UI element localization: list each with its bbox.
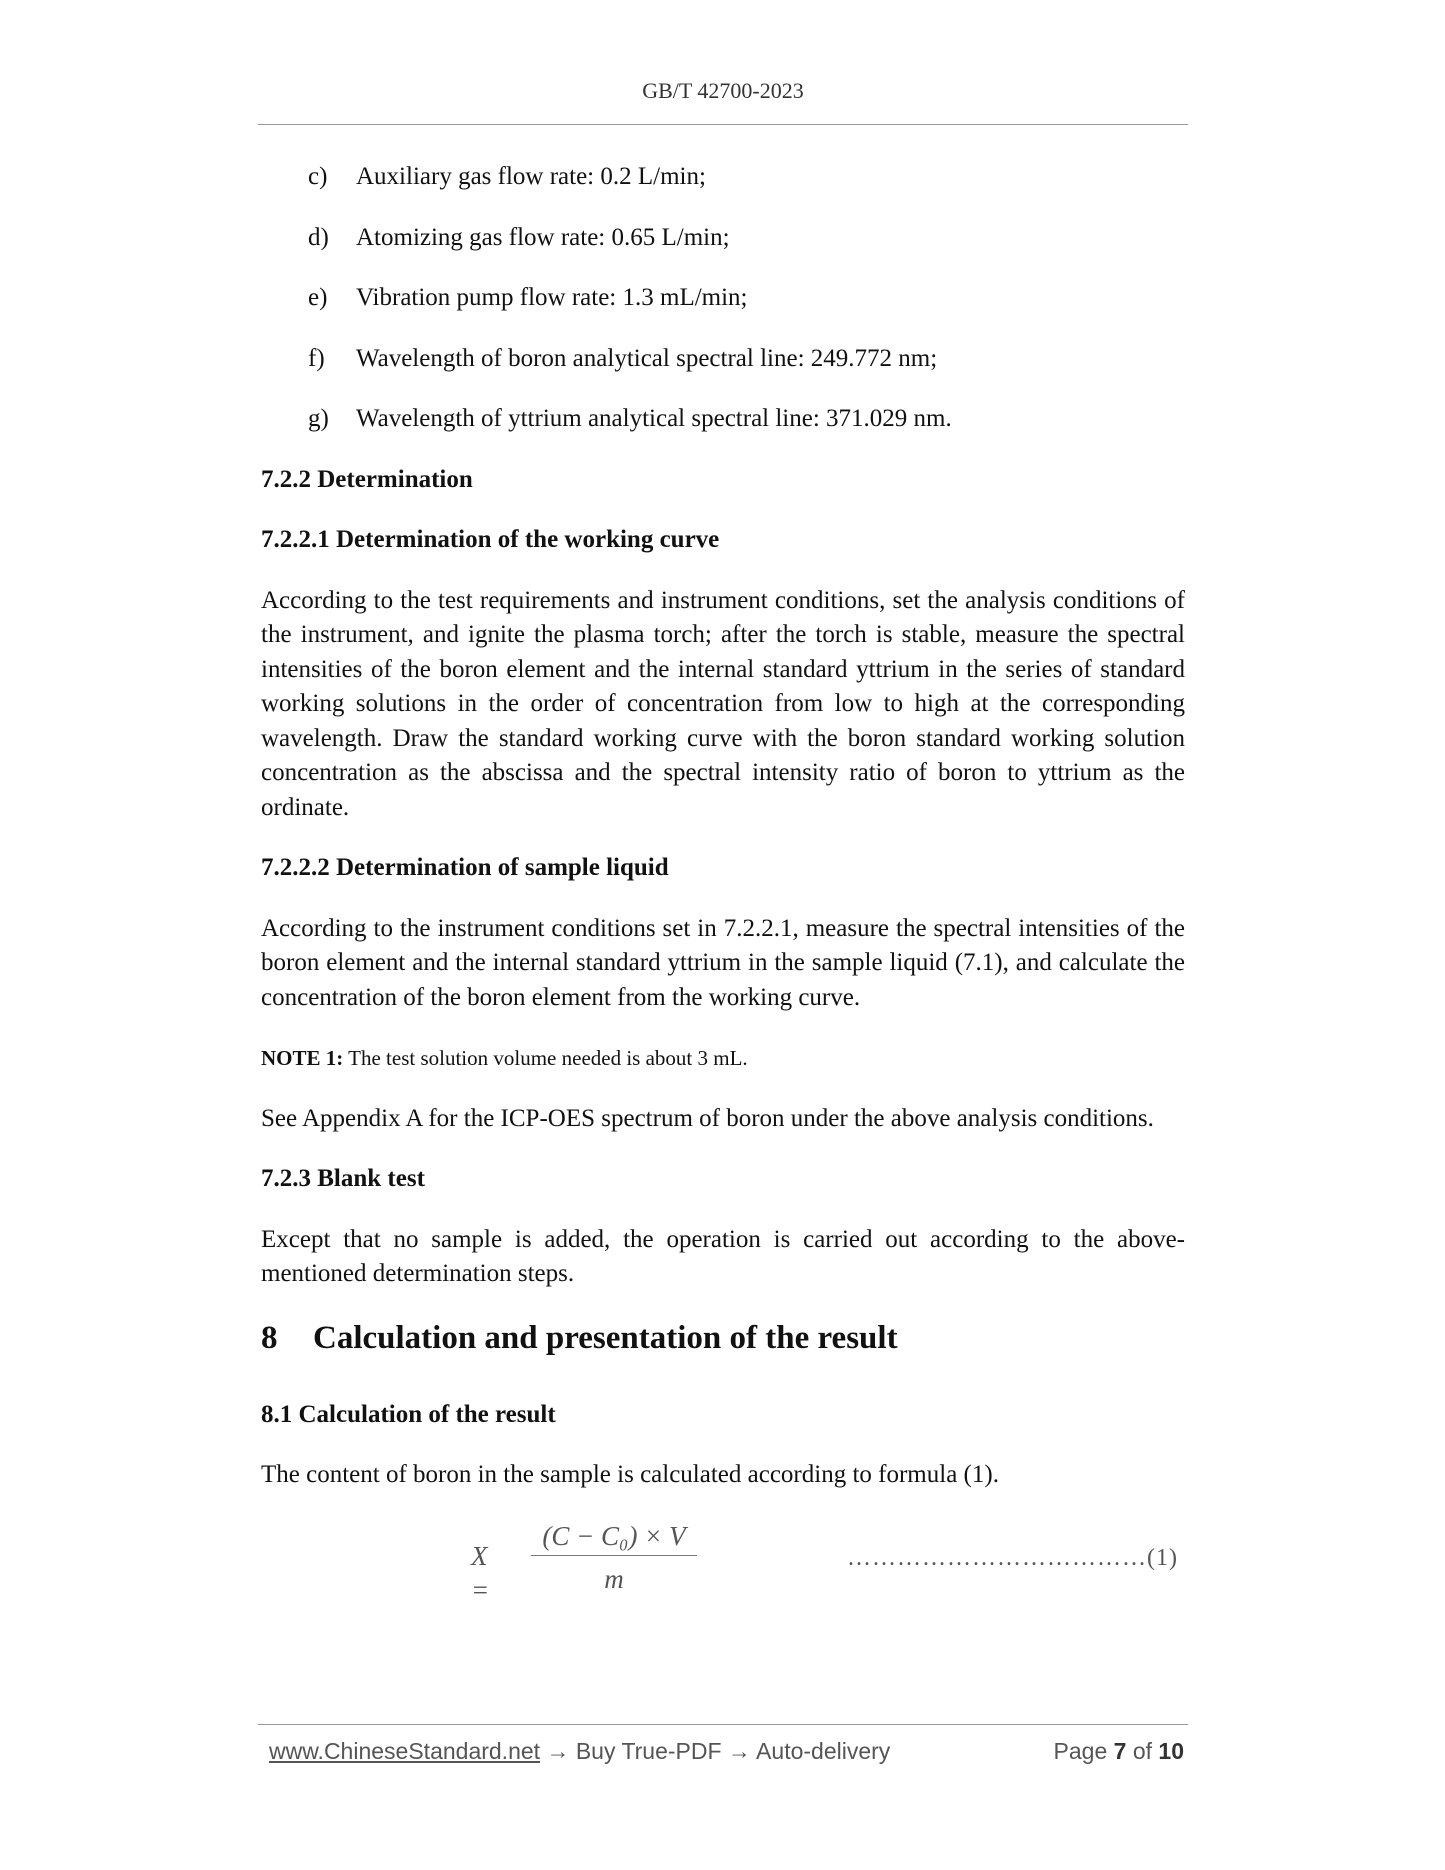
page-header-doc-code: GB/T 42700-2023 (642, 78, 804, 103)
paragraph-formula-intro: The content of boron in the sample is calculated according to formula (1). (261, 1461, 999, 1488)
list-marker: d) (308, 223, 329, 251)
list-marker: f) (308, 344, 325, 372)
formula-numerator: (C − C₀) × V (542, 1520, 686, 1551)
note (261, 1041, 1185, 1076)
formula-lhs: X = (471, 1540, 490, 1605)
list-item (261, 221, 1185, 256)
list-item (261, 402, 1185, 437)
list-item (261, 281, 1185, 316)
list-item (261, 160, 1185, 195)
list-text: Wavelength of boron analytical spectral line: 249.772 nm; (356, 344, 938, 372)
paragraph-appendix: See Appendix A for the ICP-OES spectrum of boron under the above analysis conditions. (261, 1104, 1154, 1132)
page-current: 7 (1113, 1738, 1127, 1764)
page-body (261, 160, 1185, 1605)
website-link[interactable]: www.ChineseStandard.net (269, 1738, 541, 1764)
list-item (261, 342, 1185, 377)
list-text: Atomizing gas flow rate: 0.65 L/min; (356, 223, 730, 251)
paragraph-blank-test: Except that no sample is added, the operation is carried out according to the above-mentioned determination steps. (261, 1225, 1185, 1287)
section-heading-7-2-3: 7.2.3 Blank test (261, 1165, 425, 1192)
section-heading-7-2-2: 7.2.2 Determination (261, 465, 473, 493)
page-label: Page (1053, 1738, 1108, 1764)
paragraph-sample-liquid: According to the instrument conditions set in 7.2.2.1, measure the spectral intensities of the boron element and the internal standard yttrium in the sample liquid (7.1), and calculate the concentration of the boron element from the working curve. (261, 914, 1185, 1011)
chapter-heading-8 (261, 1318, 1185, 1358)
footer-tagline: → Buy True-PDF → Auto-delivery (540, 1738, 891, 1764)
header-rule (258, 124, 1188, 125)
equation-number: ………………………………(1) (847, 1544, 1178, 1571)
note-label: NOTE 1: (261, 1046, 344, 1070)
formula-fraction (531, 1519, 697, 1597)
formula-row (261, 1519, 1185, 1605)
section-heading-7-2-2-1: 7.2.2.1 Determination of the working curve (261, 526, 720, 553)
footer-left (269, 1738, 890, 1765)
section-heading-7-2-2-2: 7.2.2.2 Determination of sample liquid (261, 854, 669, 881)
section-heading-8-1: 8.1 Calculation of the result (261, 1400, 556, 1428)
page-footer (269, 1738, 1184, 1772)
paragraph-working-curve: According to the test requirements and instrument conditions, set the analysis conditions of the instrument, and ignite the plasma torch; after the torch is stable, measure the spectral intensities of the boron element and the internal standard yttrium in the series of standard working solutions in the order of concentration from low to high at the corresponding wavelength. Draw the standard working curve with the boron standard working solution concentration as the abscissa and the spectral intensity ratio of boron to yttrium as the ordinate. (261, 586, 1185, 821)
page-total: 10 (1158, 1738, 1184, 1764)
footer-rule (258, 1724, 1188, 1725)
list-text: Wavelength of yttrium analytical spectral line: 371.029 nm. (356, 405, 952, 432)
list-marker: e) (308, 284, 328, 311)
formula-denominator: m (604, 1563, 624, 1594)
chapter-title: Calculation and presentation of the result (313, 1319, 898, 1356)
list-marker: c) (308, 163, 328, 190)
page-indicator (1054, 1738, 1184, 1765)
note-text: The test solution volume needed is about 3 mL. (348, 1046, 748, 1070)
list-text: Auxiliary gas flow rate: 0.2 L/min; (356, 163, 706, 190)
chapter-number: 8 (261, 1319, 278, 1356)
list-marker: g) (308, 405, 329, 432)
fraction-bar (531, 1555, 697, 1556)
list-text: Vibration pump flow rate: 1.3 mL/min; (356, 284, 748, 311)
page-of: of (1132, 1738, 1153, 1764)
